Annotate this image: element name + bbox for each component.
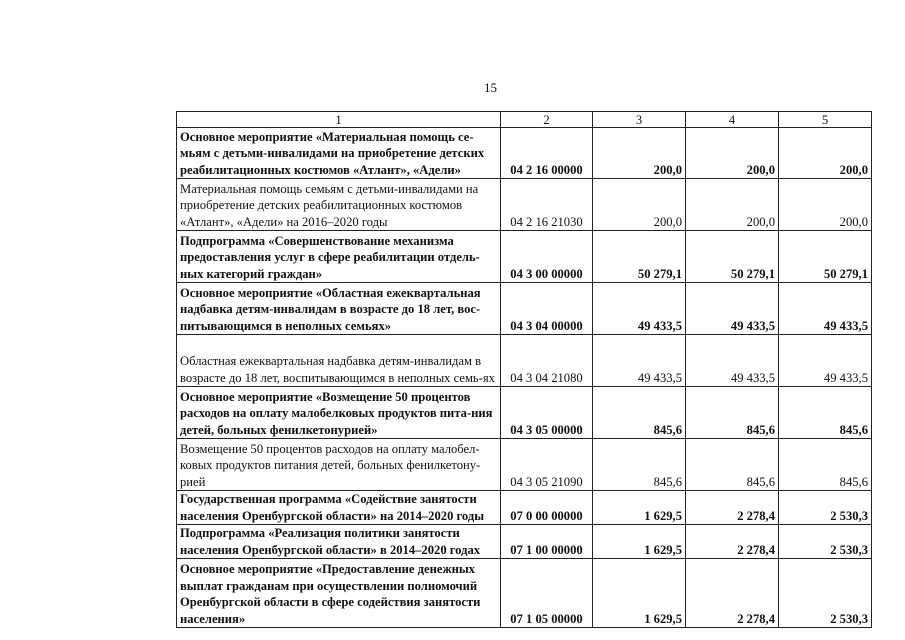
- row-name-cell: Материальная помощь семьям с детьми-инвалидами на приобретение детских реабилитационных костюмов «Атлант», «Адели» на 2016–2020 годы: [177, 179, 501, 231]
- row-value-col-5: 845,6: [779, 439, 872, 491]
- row-code-cell: 04 3 05 00000: [501, 387, 593, 439]
- row-code-cell: 04 3 00 00000: [501, 231, 593, 283]
- row-value-col-5: 2 530,3: [779, 491, 872, 525]
- row-value-col-5: 50 279,1: [779, 231, 872, 283]
- row-code-cell: 04 2 16 21030: [501, 179, 593, 231]
- row-value-col-4: 845,6: [686, 387, 779, 439]
- row-value-col-3: 49 433,5: [593, 283, 686, 335]
- row-value-col-4: 200,0: [686, 128, 779, 179]
- table-row: [177, 179, 872, 231]
- row-value-col-4: 845,6: [686, 439, 779, 491]
- row-value-col-4: 2 278,4: [686, 525, 779, 559]
- row-value-col-3: 49 433,5: [593, 335, 686, 387]
- row-value-col-3: 1 629,5: [593, 525, 686, 559]
- header-col-5: 5: [779, 112, 872, 128]
- row-name-cell: Подпрограмма «Реализация политики занятости населения Оренбургской области» в 2014–2020 годах: [177, 525, 501, 559]
- row-code-cell: 04 3 04 21080: [501, 335, 593, 387]
- row-value-col-3: 1 629,5: [593, 559, 686, 628]
- row-code-cell: 07 1 05 00000: [501, 559, 593, 628]
- table-row: [177, 439, 872, 491]
- row-name-cell: Основное мероприятие «Возмещение 50 процентов расходов на оплату малобелковых продуктов пита-ния детей, больных фенилкетонурией»: [177, 387, 501, 439]
- row-code-cell: 04 3 04 00000: [501, 283, 593, 335]
- header-col-3: 3: [593, 112, 686, 128]
- budget-table: [176, 111, 872, 628]
- header-col-4: 4: [686, 112, 779, 128]
- row-value-col-5: 845,6: [779, 387, 872, 439]
- row-code-cell: 07 0 00 00000: [501, 491, 593, 525]
- row-name-cell: Основное мероприятие «Материальная помощь се-мьям с детьми-инвалидами на приобретение детских реабилитационных костюмов «Атлант», «Адели»: [177, 128, 501, 179]
- row-code-cell: 07 1 00 00000: [501, 525, 593, 559]
- table-row: [177, 559, 872, 628]
- table-row: [177, 525, 872, 559]
- row-value-col-4: 49 433,5: [686, 335, 779, 387]
- table-row: [177, 231, 872, 283]
- row-value-col-4: 2 278,4: [686, 491, 779, 525]
- header-col-2: 2: [501, 112, 593, 128]
- row-name-cell: Основное мероприятие «Предоставление денежных выплат гражданам при осуществлении полномочий Оренбургской области в сфере содействия занятости населения»: [177, 559, 501, 628]
- table-row: [177, 491, 872, 525]
- row-value-col-5: 49 433,5: [779, 335, 872, 387]
- row-name-cell: Основное мероприятие «Областная ежеквартальная надбавка детям-инвалидам в возрасте до 18 лет, вос-питывающимся в неполных семьях»: [177, 283, 501, 335]
- row-value-col-3: 200,0: [593, 179, 686, 231]
- row-name-cell: Возмещение 50 процентов расходов на оплату малобел-ковых продуктов питания детей, больных фенилкетону-рией: [177, 439, 501, 491]
- page-number: 15: [484, 80, 497, 95]
- row-code-cell: 04 3 05 21090: [501, 439, 593, 491]
- row-value-col-5: 200,0: [779, 128, 872, 179]
- row-value-col-4: 49 433,5: [686, 283, 779, 335]
- row-value-col-3: 1 629,5: [593, 491, 686, 525]
- row-name-cell: Областная ежеквартальная надбавка детям-инвалидам в возрасте до 18 лет, воспитывающимся в неполных семь-ях: [177, 335, 501, 387]
- table-row: [177, 387, 872, 439]
- row-value-col-3: 200,0: [593, 128, 686, 179]
- table-row: [177, 128, 872, 179]
- budget-table-body: [177, 112, 872, 628]
- table-row: [177, 335, 872, 387]
- row-code-cell: 04 2 16 00000: [501, 128, 593, 179]
- row-value-col-4: 200,0: [686, 179, 779, 231]
- row-value-col-5: 200,0: [779, 179, 872, 231]
- header-col-1: 1: [177, 112, 501, 128]
- row-name-cell: Государственная программа «Содействие занятости населения Оренбургской области» на 2014–2020 годы: [177, 491, 501, 525]
- row-name-cell: Подпрограмма «Совершенствование механизма предоставления услуг в сфере реабилитации отдель-ных категорий граждан»: [177, 231, 501, 283]
- row-value-col-3: 845,6: [593, 387, 686, 439]
- row-value-col-3: 50 279,1: [593, 231, 686, 283]
- table-header-row: [177, 112, 872, 128]
- row-value-col-3: 845,6: [593, 439, 686, 491]
- row-value-col-5: 49 433,5: [779, 283, 872, 335]
- row-value-col-5: 2 530,3: [779, 525, 872, 559]
- row-value-col-4: 50 279,1: [686, 231, 779, 283]
- row-value-col-4: 2 278,4: [686, 559, 779, 628]
- table-row: [177, 283, 872, 335]
- row-value-col-5: 2 530,3: [779, 559, 872, 628]
